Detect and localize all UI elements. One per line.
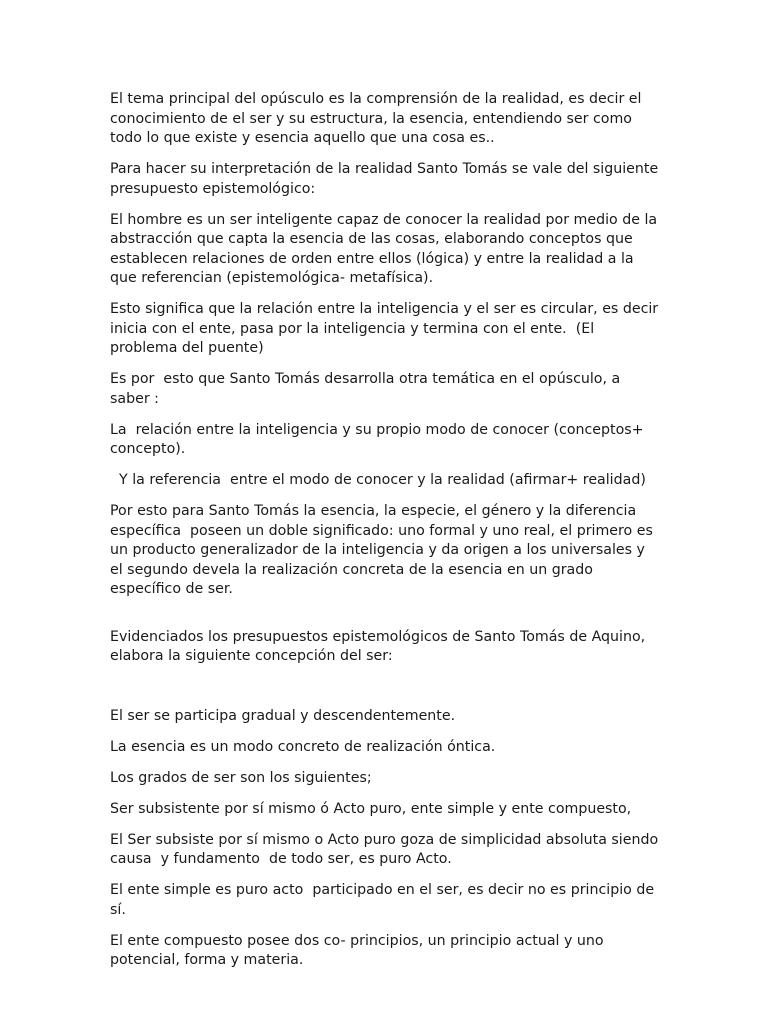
paragraph-6: La relación entre la inteligencia y su propio modo de conocer (conceptos+ concepto). [110,421,649,457]
paragraph-8: Por esto para Santo Tomás la esencia, la especie, el género y la diferencia específica poseen un doble significado: uno formal y uno real, el primero es un producto generalizador de la inteligencia y da origen a los universales y el segundo devela la realización concreta de la esencia en un grado específico de ser. [110,503,658,597]
paragraph-3: El hombre es un ser inteligente capaz de conocer la realidad por medio de la abstracción que capta la esencia de las cosas, elaborando conceptos que establecen relaciones de orden entre ellos (lógica) y entre la realidad a la que referencian (epistemológica- metafísica). [110,211,662,286]
paragraph-7: Y la referencia entre el modo de conocer y la realidad (afirmar+ realidad) [110,472,646,488]
paragraph-12: Los grados de ser son los siguientes; [110,769,372,786]
paragraph-9: Evidenciados los presupuestos epistemológicos de Santo Tomás de Aquino, elabora la siguiente concepción del ser: [110,628,650,664]
paragraph-16: El ente compuesto posee dos co- principios, un principio actual y uno potencial, forma y materia. [110,932,609,968]
document-page [110,90,662,982]
paragraph-4: Esto significa que la relación entre la inteligencia y el ser es circular, es decir inicia con el ente, pasa por la inteligencia y termina con el ente. (El problema del puente) [110,301,663,356]
paragraph-2: Para hacer su interpretación de la realidad Santo Tomás se vale del siguiente presupuesto epistemológico: [110,161,663,197]
paragraph-5: Es por esto que Santo Tomás desarrolla otra temática en el opúsculo, a saber : [110,371,625,407]
paragraph-14: El Ser subsiste por sí mismo o Acto puro goza de simplicidad absoluta siendo causa y fundamento de todo ser, es puro Acto. [110,831,663,867]
paragraph-13: Ser subsistente por sí mismo ó Acto puro, ente simple y ente compuesto, [110,800,632,817]
paragraph-11: La esencia es un modo concreto de realización óntica. [110,738,496,755]
paragraph-1: El tema principal del opúsculo es la comprensión de la realidad, es decir el conocimiento de el ser y su estructura, la esencia, entendiendo ser como todo lo que existe y esencia aquello que una cosa es.. [110,91,646,146]
paragraph-15: El ente simple es puro acto participado en el ser, es decir no es principio de sí. [110,882,659,918]
paragraph-10: El ser se participa gradual y descendentemente. [110,707,456,724]
